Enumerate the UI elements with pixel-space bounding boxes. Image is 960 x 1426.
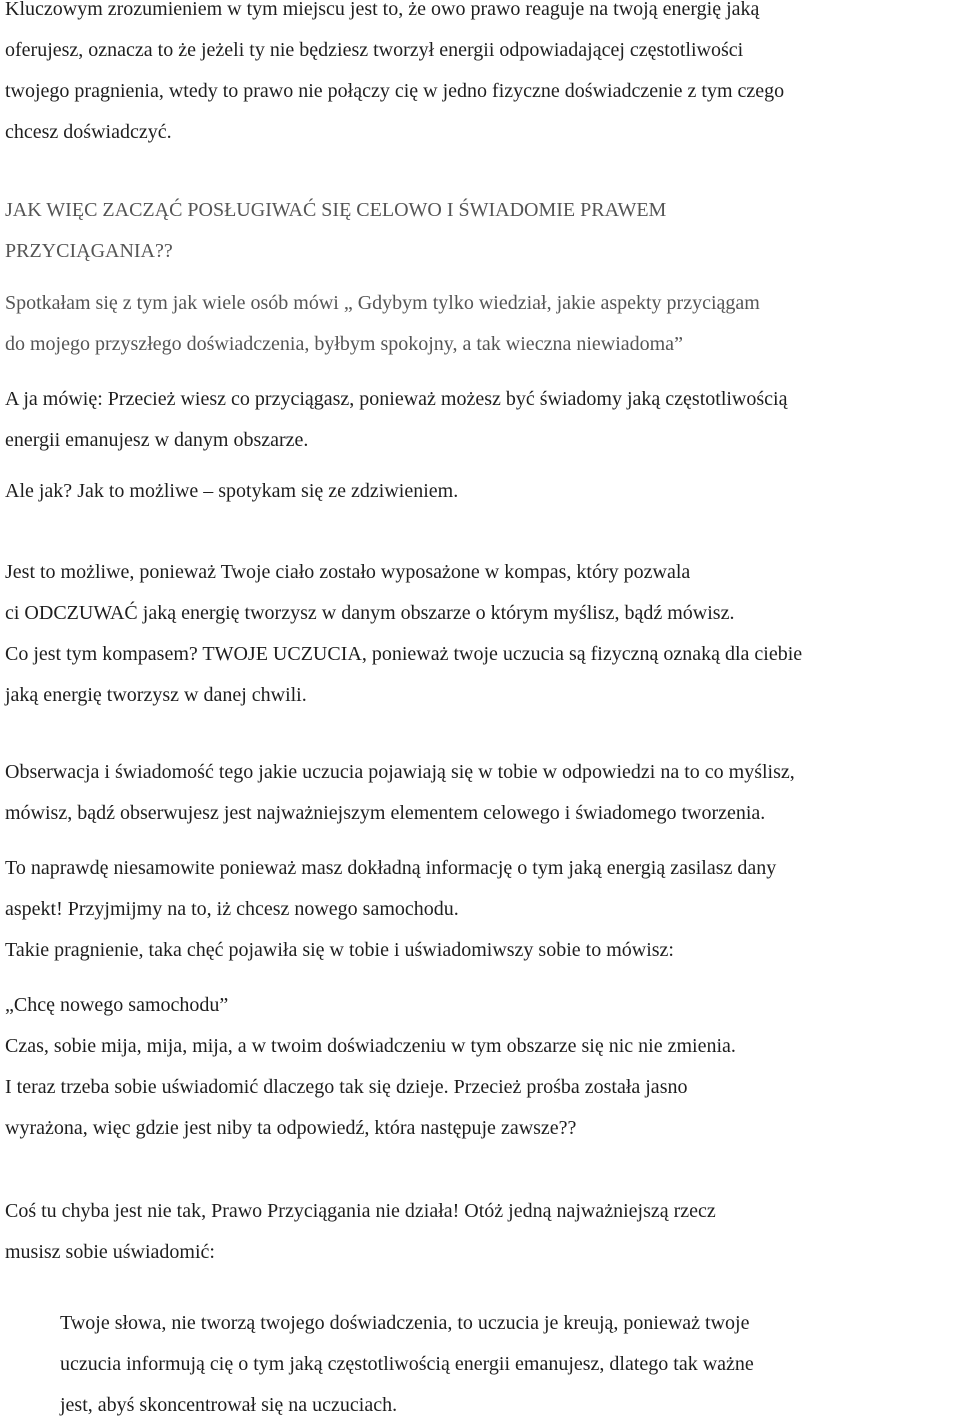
text-line: Takie pragnienie, taka chęć pojawiła się w tobie i uświadomiwszy sobie to mówisz:	[5, 939, 674, 961]
text-line: jest, abyś skoncentrował się na uczuciach.	[60, 1394, 398, 1416]
text-line: „Chcę nowego samochodu”	[5, 994, 229, 1016]
paragraph-something-wrong	[5, 1191, 957, 1273]
paragraph-but-how	[5, 471, 957, 512]
text-line: oferujesz, oznacza to że jeżeli ty nie będziesz tworzył energii odpowiadającej częstotliwości	[5, 39, 744, 61]
text-line: Co jest tym kompasem? TWOJE UCZUCIA, ponieważ twoje uczucia są fizyczną oznaką dla ciebie	[5, 643, 803, 665]
text-line: aspekt! Przyjmijmy na to, iż chcesz nowego samochodu.	[5, 898, 459, 920]
heading-line: JAK WIĘC ZACZĄĆ POSŁUGIWAĆ SIĘ CELOWO I ŚWIADOMIE PRAWEM	[5, 199, 667, 221]
text-line: mówisz, bądź obserwujesz jest najważniejszym elementem celowego i świadomego tworzenia.	[5, 802, 766, 824]
text-line: chcesz doświadczyć.	[5, 121, 172, 143]
text-line: energii emanujesz w danym obszarze.	[5, 429, 309, 451]
text-line: Kluczowym zrozumieniem w tym miejscu jest to, że owo prawo reaguje na twoją energię jaką	[5, 0, 760, 20]
paragraph-time-passes	[5, 985, 957, 1149]
text-line: Jest to możliwe, ponieważ Twoje ciało zostało wyposażone w kompas, który pozwala	[5, 561, 691, 583]
paragraph-i-say	[5, 379, 957, 461]
paragraph-people-say	[5, 283, 957, 365]
text-line: Czas, sobie mija, mija, mija, a w twoim doświadczeniu w tym obszarze się nic nie zmienia.	[5, 1035, 736, 1057]
text-line: A ja mówię: Przecież wiesz co przyciągasz, ponieważ możesz być świadomy jaką częstotliwością	[5, 388, 788, 410]
paragraph-compass	[5, 552, 957, 716]
text-line: To naprawdę niesamowite ponieważ masz dokładną informację o tym jaką energią zasilasz dany	[5, 857, 777, 879]
text-line: wyrażona, więc gdzie jest niby ta odpowiedź, która następuje zawsze??	[5, 1117, 577, 1139]
text-line: Twoje słowa, nie tworzą twojego doświadczenia, to uczucia je kreują, ponieważ twoje	[60, 1312, 750, 1334]
text-line: Spotkałam się z tym jak wiele osób mówi „ Gdybym tylko wiedział, jakie aspekty przyciągam	[5, 292, 760, 314]
paragraph-observation	[5, 752, 957, 834]
text-line: do mojego przyszłego doświadczenia, byłbym spokojny, a tak wieczna niewiadoma”	[5, 333, 683, 355]
text-line: I teraz trzeba sobie uświadomić dlaczego tak się dzieje. Przecież prośba została jasno	[5, 1076, 688, 1098]
text-line: uczucia informują cię o tym jaką częstotliwością energii emanujesz, dlatego tak ważne	[60, 1353, 754, 1375]
text-line: twojego pragnienia, wtedy to prawo nie połączy cię w jedno fizyczne doświadczenie z tym czego	[5, 80, 785, 102]
paragraph-indented-feelings	[60, 1303, 940, 1426]
heading-line: PRZYCIĄGANIA??	[5, 240, 173, 262]
text-line: Obserwacja i świadomość tego jakie uczucia pojawiają się w tobie w odpowiedzi na to co myślisz,	[5, 761, 795, 783]
paragraph-law-reacts-to-energy	[5, 0, 957, 153]
text-line: ci ODCZUWAĆ jaką energię tworzysz w danym obszarze o którym myślisz, bądź mówisz.	[5, 602, 735, 624]
section-heading	[5, 190, 957, 272]
paragraph-new-car	[5, 848, 957, 971]
text-line: Coś tu chyba jest nie tak, Prawo Przyciągania nie działa! Otóż jedną najważniejszą rzecz	[5, 1200, 716, 1222]
text-line: Ale jak? Jak to możliwe – spotykam się ze zdziwieniem.	[5, 480, 459, 502]
text-line: jaką energię tworzysz w danej chwili.	[5, 684, 307, 706]
text-line: musisz sobie uświadomić:	[5, 1241, 215, 1263]
